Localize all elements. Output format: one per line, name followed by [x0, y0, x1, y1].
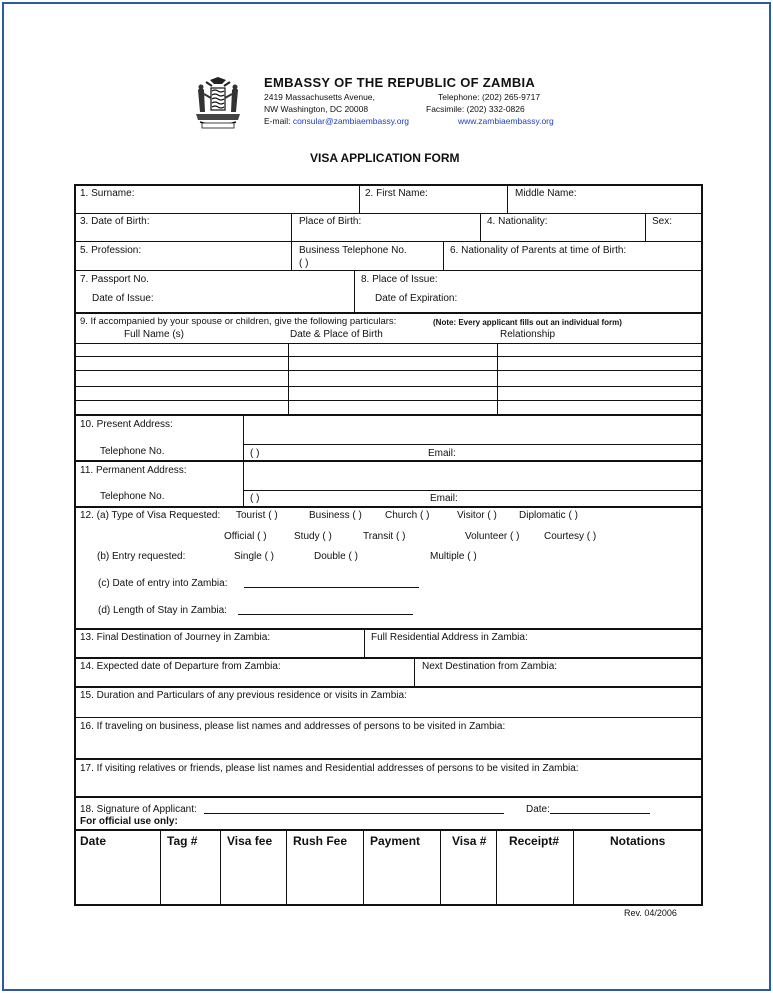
- website-link[interactable]: www.zambiaembassy.org: [458, 116, 554, 126]
- business-checkbox[interactable]: Business ( ): [309, 510, 362, 521]
- address-line-2: NW Washington, DC 20008: [264, 104, 369, 114]
- col-divider: [497, 343, 498, 414]
- table-header-payment: Payment: [370, 834, 421, 848]
- col-divider: [359, 184, 360, 213]
- col-divider: [354, 270, 355, 312]
- telephone: Telephone: (202) 265-9717: [438, 92, 541, 102]
- tourist-checkbox[interactable]: Tourist ( ): [236, 510, 278, 521]
- row-divider: [243, 444, 703, 445]
- row-divider: [74, 796, 703, 798]
- next-destination-label: Next Destination from Zambia:: [422, 661, 558, 672]
- telephone-paren-2: ( ): [250, 493, 260, 504]
- col-divider: [363, 829, 364, 906]
- table-header-visa-number: Visa #: [452, 834, 487, 848]
- embassy-name: EMBASSY OF THE REPUBLIC OF ZAMBIA: [264, 75, 536, 90]
- official-use-label: For official use only:: [80, 816, 178, 827]
- col-divider: [160, 829, 161, 906]
- table-line: [74, 386, 703, 387]
- nationality-label: 4. Nationality:: [487, 216, 548, 227]
- date-label: Date:: [526, 804, 550, 815]
- row-divider: [74, 343, 703, 344]
- email-link[interactable]: consular@zambiaembassy.org: [292, 116, 410, 126]
- telephone-paren: ( ): [250, 448, 260, 459]
- table-header-visa-fee: Visa fee: [227, 834, 273, 848]
- email-label: E-mail:: [264, 116, 291, 126]
- col-divider: [286, 829, 287, 906]
- multiple-checkbox[interactable]: Multiple ( ): [430, 551, 477, 562]
- present-address-label: 10. Present Address:: [80, 419, 173, 430]
- courtesy-checkbox[interactable]: Courtesy ( ): [544, 531, 597, 542]
- date-of-entry-label: (c) Date of entry into Zambia:: [98, 578, 228, 589]
- relatives-label: 17. If visiting relatives or friends, please list names and Residential addresses of persons to be visited in Zambia:: [80, 763, 579, 774]
- table-line: [74, 400, 703, 401]
- col-divider: [440, 829, 441, 906]
- col-divider: [573, 829, 574, 906]
- row-divider: [74, 460, 703, 462]
- col-divider: [243, 414, 244, 506]
- table-header-notations: Notations: [610, 834, 666, 848]
- double-checkbox[interactable]: Double ( ): [314, 551, 358, 562]
- table-header-rush-fee: Rush Fee: [293, 834, 348, 848]
- transit-checkbox[interactable]: Transit ( ): [363, 531, 406, 542]
- row-divider: [74, 312, 703, 314]
- duration-label: 15. Duration and Particulars of any previous residence or visits in Zambia:: [80, 690, 407, 701]
- table-header-date: Date: [80, 834, 107, 848]
- business-persons-label: 16. If traveling on business, please list names and addresses of persons to be visited in Zambia:: [80, 721, 506, 732]
- telephone-label: Telephone No.: [100, 446, 165, 457]
- col-divider: [414, 657, 415, 686]
- row-divider: [74, 657, 703, 659]
- diplomatic-checkbox[interactable]: Diplomatic ( ): [519, 510, 578, 521]
- facsimile: Facsimile: (202) 332-0826: [426, 104, 525, 114]
- signature-label: 18. Signature of Applicant:: [80, 804, 197, 815]
- permanent-address-label: 11. Permanent Address:: [80, 465, 187, 476]
- col-divider: [220, 829, 221, 906]
- official-checkbox[interactable]: Official ( ): [224, 531, 267, 542]
- col-divider: [443, 241, 444, 270]
- col-divider: [288, 343, 289, 414]
- date-of-expiration-label: Date of Expiration:: [375, 293, 458, 304]
- sex-label: Sex:: [652, 216, 673, 227]
- row-divider: [74, 270, 703, 271]
- table-line: [74, 370, 703, 371]
- date-of-entry-input[interactable]: [244, 578, 419, 588]
- visitor-checkbox[interactable]: Visitor ( ): [457, 510, 497, 521]
- col-divider: [480, 213, 481, 241]
- place-of-issue-label: 8. Place of Issue:: [361, 274, 438, 285]
- passport-no-label: 7. Passport No.: [80, 274, 149, 285]
- final-destination-label: 13. Final Destination of Journey in Zambia:: [80, 632, 271, 643]
- revision-label: Rev. 04/2006: [624, 908, 677, 918]
- volunteer-checkbox[interactable]: Volunteer ( ): [465, 531, 520, 542]
- dob-label: 3. Date of Birth:: [80, 216, 150, 227]
- single-checkbox[interactable]: Single ( ): [234, 551, 275, 562]
- address-line-1: 2419 Massachusetts Avenue,: [264, 92, 375, 102]
- col-divider: [507, 184, 508, 213]
- email-line: [264, 116, 409, 126]
- col-divider: [364, 628, 365, 657]
- length-of-stay-input[interactable]: [238, 605, 413, 615]
- business-tel-paren: ( ): [299, 258, 309, 269]
- telephone-label-2: Telephone No.: [100, 491, 165, 502]
- email-label-2: Email:: [430, 493, 458, 504]
- row-divider: [74, 213, 703, 214]
- place-of-birth-label: Place of Birth:: [299, 216, 362, 227]
- departure-date-label: 14. Expected date of Departure from Zambia:: [80, 661, 281, 672]
- profession-label: 5. Profession:: [80, 245, 142, 256]
- table-header-receipt: Receipt#: [509, 834, 560, 848]
- row-divider: [243, 490, 703, 491]
- study-checkbox[interactable]: Study ( ): [294, 531, 332, 542]
- accompanied-label: 9. If accompanied by your spouse or children, give the following particulars:: [80, 316, 397, 327]
- row-divider: [74, 758, 703, 760]
- table-header-tag: Tag #: [167, 834, 198, 848]
- row-divider: [74, 628, 703, 630]
- business-tel-label: Business Telephone No.: [299, 245, 407, 256]
- table-line: [74, 356, 703, 357]
- col-relationship: Relationship: [500, 329, 556, 340]
- middle-name-label: Middle Name:: [515, 188, 577, 199]
- length-of-stay-label: (d) Length of Stay in Zambia:: [98, 605, 227, 616]
- accompanied-note: (Note: Every applicant fills out an individual form): [433, 318, 622, 327]
- row-divider: [74, 686, 703, 688]
- church-checkbox[interactable]: Church ( ): [385, 510, 430, 521]
- row-divider: [74, 829, 703, 831]
- col-divider: [645, 213, 646, 241]
- parents-nationality-label: 6. Nationality of Parents at time of Birth:: [450, 245, 627, 256]
- col-divider: [291, 213, 292, 270]
- col-full-name: Full Name (s): [124, 329, 185, 340]
- date-of-issue-label: Date of Issue:: [92, 293, 154, 304]
- email-label: Email:: [428, 448, 456, 459]
- signature-input[interactable]: [204, 804, 504, 814]
- first-name-label: 2. First Name:: [365, 188, 428, 199]
- col-divider: [496, 829, 497, 906]
- form-title: VISA APPLICATION FORM: [310, 151, 460, 165]
- visa-type-label: 12. (a) Type of Visa Requested:: [80, 510, 221, 521]
- date-input[interactable]: [550, 804, 650, 814]
- row-divider: [74, 717, 703, 718]
- zambia-coat-of-arms-icon: [192, 76, 244, 130]
- row-divider: [74, 414, 703, 416]
- entry-requested-label: (b) Entry requested:: [97, 551, 186, 562]
- full-residential-address-label: Full Residential Address in Zambia:: [371, 632, 528, 643]
- row-divider: [74, 506, 703, 508]
- surname-label: 1. Surname:: [80, 188, 135, 199]
- row-divider: [74, 241, 703, 242]
- col-date-place: Date & Place of Birth: [290, 329, 383, 340]
